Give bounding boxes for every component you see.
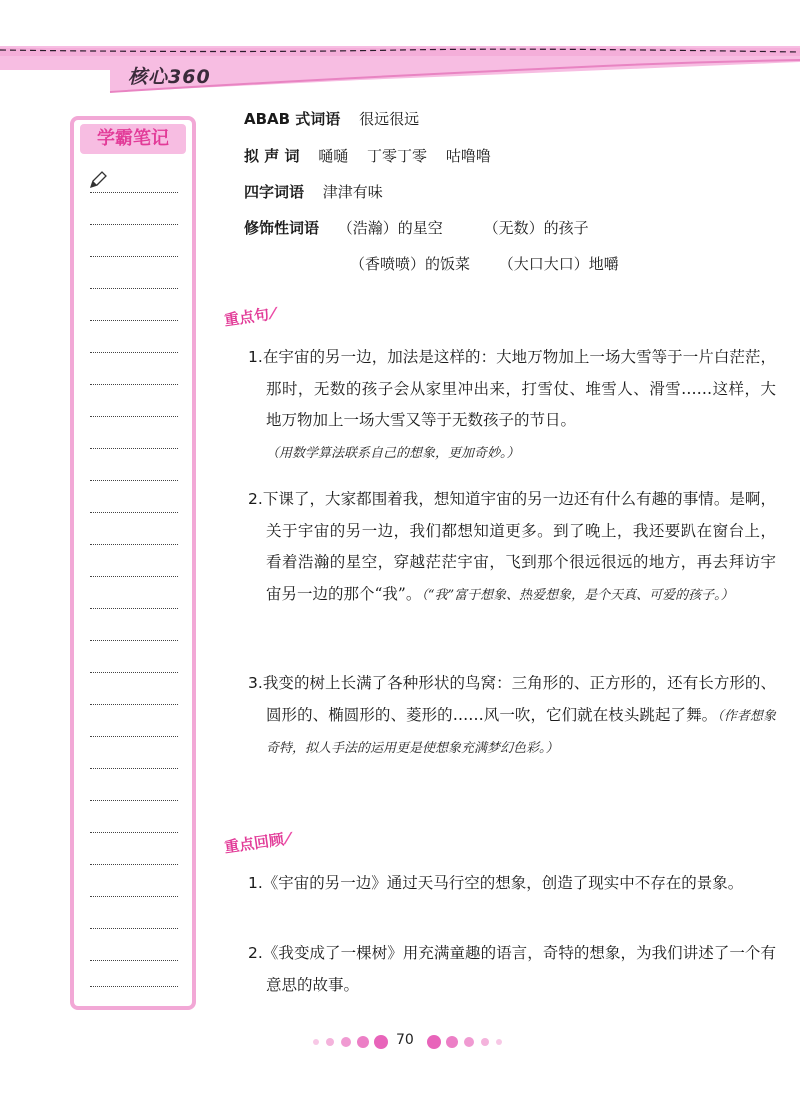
note-line [90, 960, 178, 961]
vocab-item: 丁零丁零 [367, 147, 428, 165]
vocab-onomatopoeia [244, 145, 505, 166]
review-text: 《我变成了一棵树》用充满童趣的语言，奇特的想象，为我们讲述了一个有意思的故事。 [262, 944, 776, 994]
vocab-label: 四字词语 [244, 183, 305, 201]
brush-mark-icon: ⁄ [270, 304, 276, 323]
key-sentence-2 [248, 484, 776, 611]
vocab-item: （大口大口）地嚼 [498, 255, 619, 273]
vocab-item: （香喷喷）的饭菜 [350, 255, 471, 273]
note-line [90, 480, 178, 481]
vocab-item: 咕噜噜 [445, 147, 491, 165]
review-item-2 [248, 938, 776, 1001]
note-line [90, 416, 178, 417]
vocab-label: 修饰性词语 [244, 219, 320, 237]
page-number: 70 [396, 1032, 414, 1048]
brush-mark-icon: ⁄ [285, 829, 291, 848]
vocab-abab [244, 108, 433, 129]
review-text: 《宇宙的另一边》通过天马行空的想象，创造了现实中不存在的景象。 [262, 874, 744, 892]
vocab-item: 津津有味 [322, 183, 383, 201]
review-item-1 [248, 868, 776, 900]
notes-sidebar [70, 116, 196, 1010]
note-line [90, 608, 178, 609]
note-line [90, 928, 178, 929]
item-number: 1. [248, 874, 263, 892]
vocab-item: （浩瀚）的星空 [337, 219, 443, 237]
vocab-item: 很远很远 [359, 110, 420, 128]
item-number: 2. [248, 490, 263, 508]
note-line [90, 224, 178, 225]
note-line [90, 384, 178, 385]
brand-logo: 核心360 [128, 66, 211, 88]
note-line [90, 352, 178, 353]
note-line [90, 320, 178, 321]
note-line [90, 768, 178, 769]
vocab-modifier [244, 217, 603, 238]
item-number: 2. [248, 944, 263, 962]
pencil-icon [88, 170, 108, 190]
key-sentence-3 [248, 668, 776, 765]
note-line [90, 576, 178, 577]
note-line [90, 544, 178, 545]
vocab-item: 嗵嗵 [318, 147, 349, 165]
section-title-key-sentences [223, 303, 276, 331]
sidebar-title: 学霸笔记 [80, 124, 186, 154]
note-line [90, 832, 178, 833]
section-title-text: 重点句 [223, 305, 271, 330]
section-title-review [223, 828, 291, 858]
note-line [90, 896, 178, 897]
note-line [90, 512, 178, 513]
vocab-item: （无数）的孩子 [483, 219, 589, 237]
vocab-modifier-row2 [350, 253, 633, 274]
note-line [90, 986, 178, 987]
vocab-four-char [244, 181, 397, 202]
item-number: 1. [248, 348, 263, 366]
note-line [90, 256, 178, 257]
note-line [90, 864, 178, 865]
note-line [90, 800, 178, 801]
sentence-text: 下课了，大家都围着我，想知道宇宙的另一边还有什么有趣的事情。是啊，关于宇宙的另一边，我们都想知道更多。到了晚上，我还要趴在窗台上，看着浩瀚的星空，穿越茫茫宇宙，飞到那个很远很远的地方，再去拜访宇宙另一边的那个“我”。 [262, 490, 776, 603]
note-line [90, 672, 178, 673]
sentence-note: （“我”富于想象、热爱想象，是个天真、可爱的孩子。） [421, 587, 734, 603]
vocab-label: 拟 声 词 [244, 147, 300, 165]
item-number: 3. [248, 674, 263, 692]
vocab-label: ABAB 式词语 [244, 110, 341, 128]
sentence-note: （用数学算法联系自己的想象，更加奇妙。） [266, 445, 520, 461]
sentence-note: （作者想象奇特，拟人手法的运用更是使想象充满梦幻色彩。） [266, 708, 776, 756]
header-band [0, 0, 800, 100]
note-line [90, 288, 178, 289]
note-line [90, 448, 178, 449]
key-sentence-1 [248, 342, 776, 469]
note-line [90, 192, 178, 193]
note-line [90, 640, 178, 641]
section-title-text: 重点回顾 [223, 830, 286, 857]
note-line [90, 704, 178, 705]
sentence-text: 我变的树上长满了各种形状的鸟窝：三角形的、正方形的，还有长方形的、圆形的、椭圆形的、菱形的……风一吹，它们就在枝头跳起了舞。 [262, 674, 776, 724]
note-line [90, 736, 178, 737]
sentence-text: 在宇宙的另一边，加法是这样的：大地万物加上一场大雪等于一片白茫茫，那时，无数的孩子会从家里冲出来，打雪仗、堆雪人、滑雪……这样，大地万物加上一场大雪又等于无数孩子的节日。 [262, 348, 776, 429]
